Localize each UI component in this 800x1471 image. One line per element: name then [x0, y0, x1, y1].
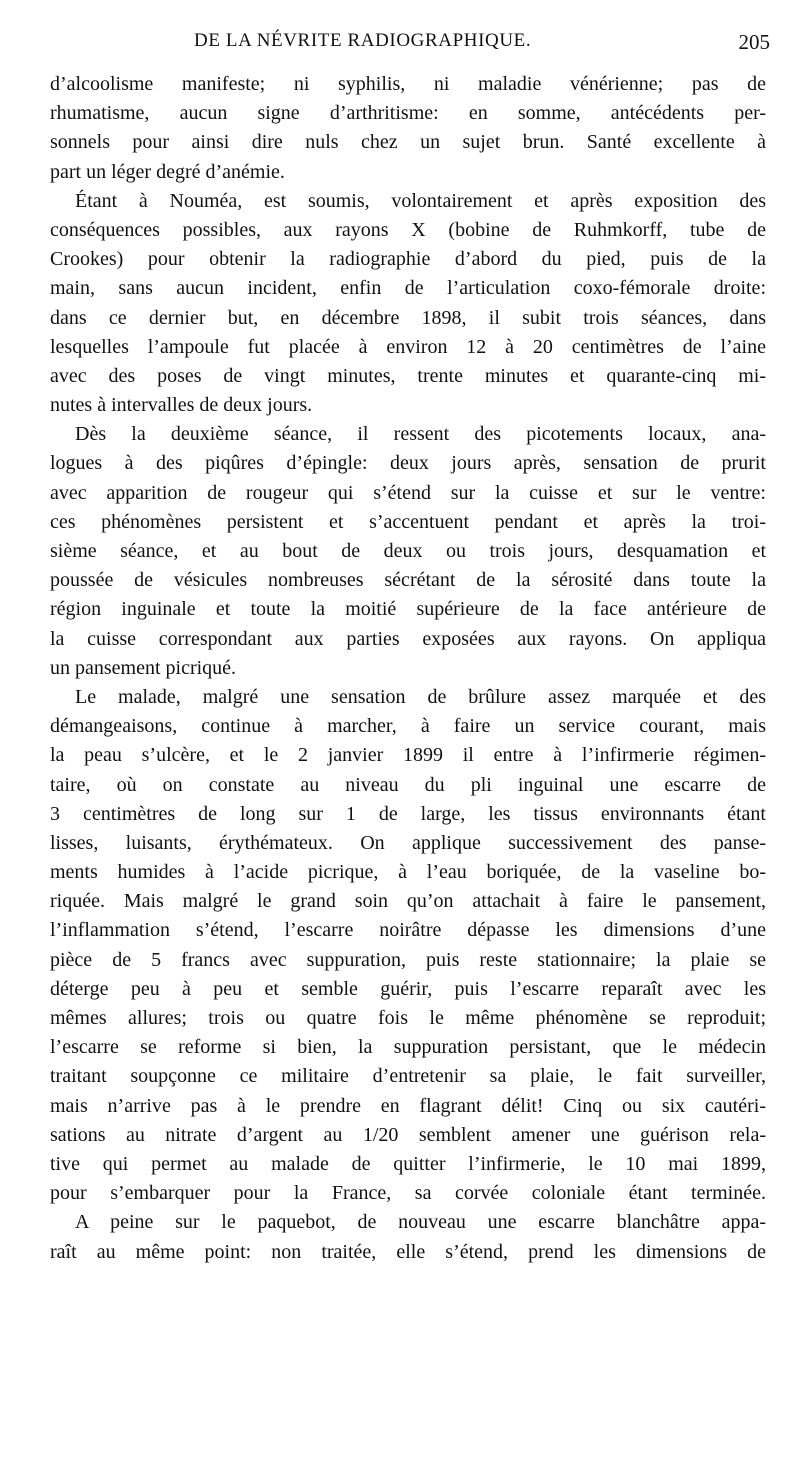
text-line: mêmes allures; trois ou quatre fois le même phénomène se reproduit;	[50, 1007, 766, 1029]
text-line: l’inflammation s’étend, l’escarre noirâtre dépasse les dimensions d’une	[50, 919, 766, 942]
text-line: déterge peu à peu et semble guérir, puis l’escarre reparaît avec les	[50, 977, 766, 1000]
text-line: pour s’embarquer pour la France, sa corvée coloniale étant terminée.	[50, 1182, 766, 1205]
page-number: 205	[738, 30, 770, 54]
text-line: région inguinale et toute la moitié supérieure de la face antérieure de	[50, 598, 766, 621]
text-line: sations au nitrate d’argent au 1/20 semblent amener une guérison rela-	[50, 1123, 766, 1146]
body-text	[50, 70, 766, 1267]
text-line: sonnels pour ainsi dire nuls chez un sujet brun. Santé excellente à	[50, 131, 766, 154]
running-header	[60, 30, 770, 66]
text-line: Le malade, malgré une sensation de brûlure assez marquée et des	[75, 685, 766, 708]
text-line: Crookes) pour obtenir la radiographie d’abord du pied, puis de la	[50, 248, 766, 271]
text-line: main, sans aucun incident, enfin de l’articulation coxo-fémorale droite:	[50, 277, 766, 300]
text-line: d’alcoolisme manifeste; ni syphilis, ni maladie vénérienne; pas de	[50, 73, 766, 95]
text-line: conséquences possibles, aux rayons X (bobine de Ruhmkorff, tube de	[50, 218, 766, 241]
text-line: part un léger degré d’anémie.	[50, 160, 285, 183]
text-line: A peine sur le paquebot, de nouveau une escarre blanchâtre appa-	[75, 1211, 766, 1234]
text-line: avec apparition de rougeur qui s’étend sur la cuisse et sur le ventre:	[50, 481, 766, 504]
text-line: sième séance, et au bout de deux ou trois jours, desquamation et	[50, 540, 766, 562]
text-line: poussée de vésicules nombreuses sécrétant de la sérosité dans toute la	[50, 569, 766, 592]
text-line: ces phénomènes persistent et s’accentuent pendant et après la troi-	[50, 510, 766, 533]
text-line: traitant soupçonne ce militaire d’entretenir sa plaie, le fait surveiller,	[50, 1065, 766, 1088]
text-line: mais n’arrive pas à le prendre en flagrant délit! Cinq ou six cautéri-	[50, 1094, 766, 1117]
text-line: démangeaisons, continue à marcher, à faire un service courant, mais	[50, 715, 766, 738]
running-title: DE LA NÉVRITE RADIOGRAPHIQUE.	[194, 30, 532, 51]
text-line: ments humides à l’acide picrique, à l’eau boriquée, de la vaseline bo-	[50, 861, 766, 884]
text-line: lisses, luisants, érythémateux. On applique successivement des panse-	[50, 831, 766, 854]
text-line: Dès la deuxième séance, il ressent des picotements locaux, ana-	[75, 423, 766, 446]
text-line: dans ce dernier but, en décembre 1898, il subit trois séances, dans	[50, 306, 766, 329]
text-line: l’escarre se reforme si bien, la suppuration persistant, que le médecin	[50, 1036, 766, 1059]
text-line: rhumatisme, aucun signe d’arthritisme: en somme, antécédents per-	[50, 102, 766, 125]
text-line: raît au même point: non traitée, elle s’étend, prend les dimensions de	[50, 1240, 766, 1263]
text-line: 3 centimètres de long sur 1 de large, les tissus environnants étant	[50, 802, 766, 825]
text-line: avec des poses de vingt minutes, trente minutes et quarante-cinq mi-	[50, 364, 766, 387]
text-line: taire, où on constate au niveau du pli inguinal une escarre de	[50, 773, 766, 796]
text-line: la peau s’ulcère, et le 2 janvier 1899 il entre à l’infirmerie régimen-	[50, 744, 766, 767]
text-line: Étant à Nouméa, est soumis, volontairement et après exposition des	[75, 189, 766, 212]
text-line: un pansement picriqué.	[50, 656, 237, 679]
text-line: lesquelles l’ampoule fut placée à environ 12 à 20 centimètres de l’aine	[50, 335, 766, 358]
text-line: tive qui permet au malade de quitter l’infirmerie, le 10 mai 1899,	[50, 1152, 766, 1175]
text-line: nutes à intervalles de deux jours.	[50, 394, 313, 417]
text-line: la cuisse correspondant aux parties exposées aux rayons. On appliqua	[50, 627, 766, 650]
text-line: logues à des piqûres d’épingle: deux jours après, sensation de prurit	[50, 452, 766, 475]
text-line: pièce de 5 francs avec suppuration, puis reste stationnaire; la plaie se	[50, 948, 766, 971]
text-line: riquée. Mais malgré le grand soin qu’on attachait à faire le pansement,	[50, 890, 766, 913]
